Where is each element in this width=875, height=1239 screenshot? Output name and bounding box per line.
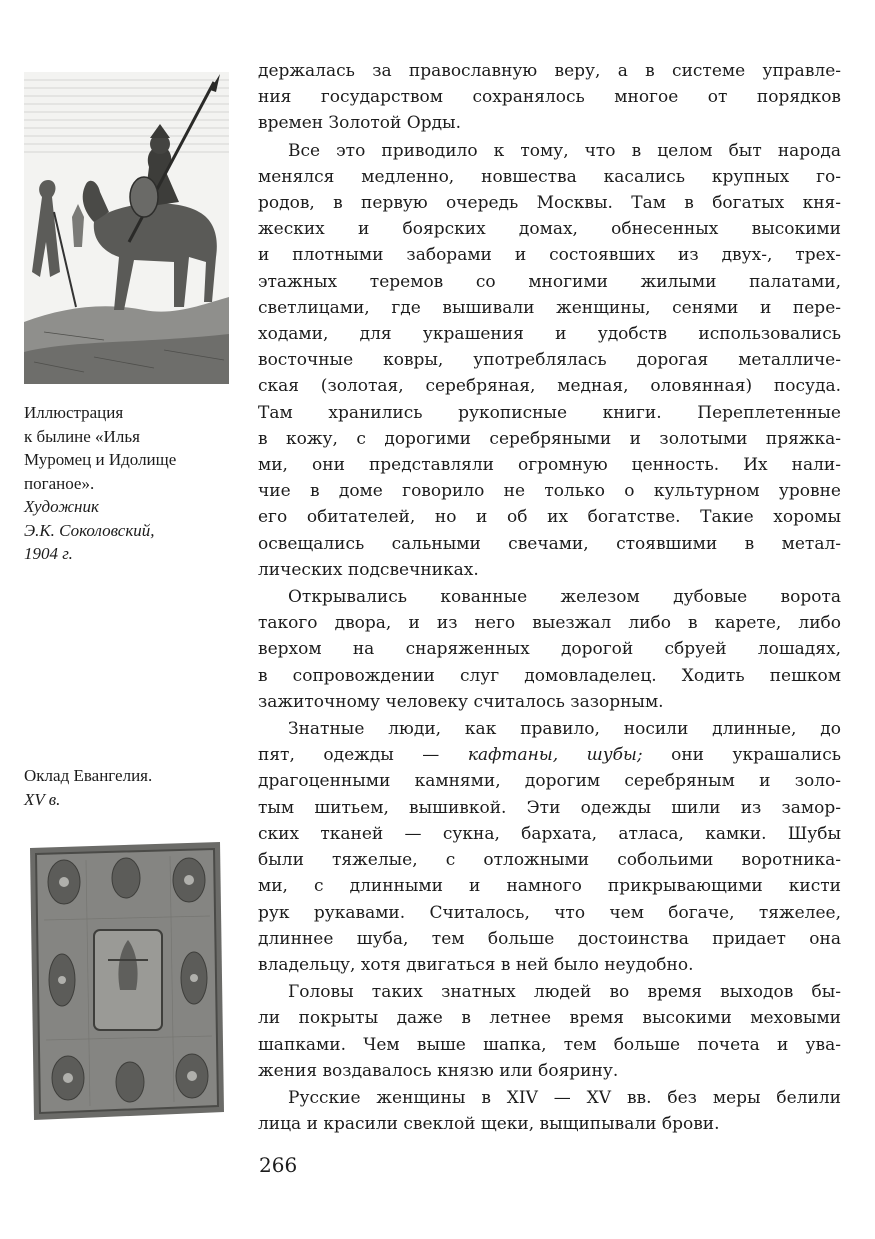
text-line: ли покрыты даже в летнее время высокими меховыми [258,1008,841,1029]
figure-caption-gospel-cover [24,764,229,811]
paragraph [258,138,841,583]
text-line: рук рукавами. Считалось, что чем богаче, тяжелее, [258,902,841,923]
gospel-cover-image [24,840,227,1123]
paragraph [258,1085,841,1137]
caption-line: поганое». [24,473,95,493]
caption-line: к былине «Илья [24,426,140,446]
text-line: ми, с длинными и намного прикрывающими кисти [258,876,841,897]
text-line: жеских и боярских домах, обнесенных высокими [258,219,841,240]
ilya-muromets-engraving-image [24,72,229,384]
text-line: Там хранились рукописные книги. Переплетенные [258,402,841,423]
text-line: лица и красили свеклой щеки, выщипывали брови. [258,1114,720,1135]
illustration-ilya-muromets [24,72,229,384]
paragraph [258,58,841,137]
caption-artist-line: Э.К. Соколовский, [24,520,155,540]
caption-line: Иллюстрация [24,403,124,422]
text-line: ских тканей — сукна, бархата, атласа, камки. Шубы [258,823,841,844]
text-line: верхом на снаряженных дорогой сбруей лошадях, [258,639,841,660]
page-number: 266 [259,1153,298,1177]
text-line: ми, они представляли огромную ценность. Их нали- [258,455,841,476]
text-line: лических подсвечниках. [258,559,479,580]
text-line: в сопровождении слуг домовладелец. Ходить пешком [258,665,841,686]
caption-artist-line: Художник [24,497,99,516]
figure-caption-illustration [24,401,229,566]
text-line: Головы таких знатных людей во время выходов бы- [288,982,841,1003]
text-line: и плотными заборами и состоявших из двух-, трех- [258,245,841,266]
text-line: пят, одежды — кафтаны, шубы; они украшались [258,745,841,766]
text-line: этажных теремов со многими жилыми палатами, [258,271,841,292]
caption-line: Оклад Евангелия. [24,766,153,785]
main-text [258,58,841,1138]
paragraph [258,716,841,978]
text-line: ходами, для украшения и удобств использовались [258,324,841,345]
text-line: держалась за православную веру, а в системе управле- [258,61,841,81]
text-line: менялся медленно, новшества касались крупных го- [258,166,841,187]
text-line: ния государством сохранялось многое от порядков [258,87,841,108]
text-line: светлицами, где вышивали женщины, сенями и пере- [258,297,841,318]
text-line: времен Золотой Орды. [258,113,461,134]
gospel-oklad-image [24,840,227,1123]
text-line: Знатные люди, как правило, носили длинные, до [288,719,841,740]
text-line: шапками. Чем выше шапка, тем больше почета и ува- [258,1034,841,1055]
caption-date-line: XV в. [24,789,61,809]
text-line: жения воздавалось князю или боярину. [258,1060,619,1081]
text-line: тым шитьем, вышивкой. Эти одежды шили из замор- [258,797,841,818]
caption-line: Муромец и Идолище [24,450,177,469]
text-line: владельцу, хотя двигаться в ней было неудобно. [258,954,694,975]
text-line: Открывались кованные железом дубовые ворота [288,587,841,608]
text-line: в кожу, с дорогими серебряными и золотыми пряжка- [258,428,841,449]
text-line: освещались сальными свечами, стоявшими в метал- [258,533,841,554]
text-line: ская (золотая, серебряная, медная, оловянная) посуда. [258,376,841,397]
text-line: его обитателей, но и об их богатстве. Такие хоромы [258,507,841,528]
paragraph [258,584,841,715]
text-line: родов, в первую очередь Москвы. Там в богатых кня- [258,193,841,214]
text-line: драгоценными камнями, дорогим серебряным и золо- [258,771,841,792]
text-line: такого двора, и из него выезжал либо в карете, либо [258,613,841,634]
italic-term: кафтаны, шубы; [467,745,643,766]
text-line: восточные ковры, употреблялась дорогая металличе- [258,350,841,371]
text-line: длиннее шуба, тем больше достоинства придает она [258,928,841,949]
paragraph [258,979,841,1084]
text-line: чие в доме говорило не только о культурном уровне [258,481,841,502]
text-line: Русские женщины в XIV — XV вв. без меры белили [288,1087,841,1108]
text-line: Все это приводило к тому, что в целом быт народа [288,140,841,161]
text-line: были тяжелые, с отложными собольими воротника- [258,850,841,871]
text-line: зажиточному человеку считалось зазорным. [258,691,664,712]
caption-artist-line: 1904 г. [24,544,73,563]
